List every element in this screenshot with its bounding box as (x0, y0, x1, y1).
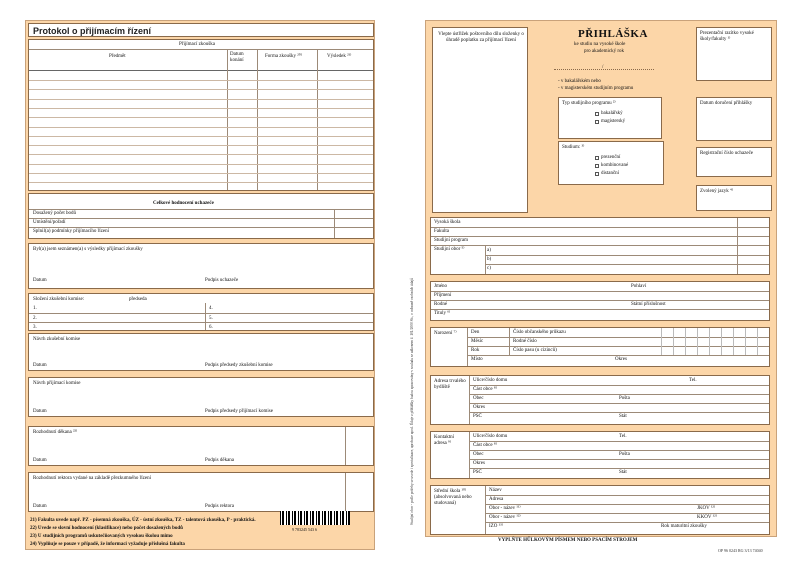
contact-town-label: Obec (473, 452, 484, 457)
exam-row-line (29, 173, 373, 174)
contact-district-label: Okres (473, 461, 485, 466)
contact-section[interactable] (430, 431, 770, 479)
birth-section[interactable] (430, 327, 770, 367)
print-code: OP 96 0243 RG 3/13 74040 (718, 548, 763, 553)
exam-table[interactable] (28, 39, 374, 191)
exam-commission-date-label: Datum (33, 363, 47, 368)
checkbox-combined[interactable] (595, 164, 599, 168)
titles-label: Tituly ⁶⁾ (434, 311, 451, 316)
admission-date-label: Datum (33, 409, 47, 414)
address-post-label: Pošta (619, 396, 630, 401)
bachelor-label: bakalářský (601, 111, 623, 116)
address-town-label: Obec (473, 396, 484, 401)
personal-section[interactable] (430, 281, 770, 321)
exam-row-line (29, 99, 373, 100)
stamp-box[interactable] (432, 27, 528, 213)
address-zip-label: PSČ (473, 414, 482, 419)
subtitle-line-2: pro akademický rok (584, 49, 624, 54)
high-school-label: Střední škola ¹⁰⁾ (absolvovaná nebo studovaná) (434, 489, 472, 506)
contact-street-label: Ulice/číslo domu (473, 434, 508, 439)
checkbox-master[interactable] (595, 120, 599, 124)
gender-label: Pohlaví (631, 284, 647, 289)
contact-part-label: Část obce ⁸⁾ (473, 443, 497, 448)
exam-row-line (29, 127, 373, 128)
exam-row-line (29, 108, 373, 109)
distance-label: distanční (601, 171, 620, 176)
checkbox-full-time[interactable] (595, 156, 599, 160)
admission-proposal-section[interactable] (28, 377, 374, 417)
admission-chair-sign-label: Podpis předsedy přijímací komise (205, 409, 273, 414)
side-legal-text: Studijní obor - podle potřeby se uvede i specializace, aprobace apod. Údaje z přihlášky budou zpracovány v souladu se zákonem č. 101/2000 Sb., o ochraně osobních údajů (410, 278, 414, 525)
dean-sign-label: Podpis děkana (205, 458, 235, 463)
full-time-label: prezenční (601, 155, 621, 160)
barcode-number: 9 783245 543 6 (292, 527, 317, 532)
combined-label: kombinované (601, 163, 629, 168)
program-intro-1: - v bakalářském nebo (558, 79, 601, 84)
exam-commission-proposal-label: Návrh zkušební komise (33, 337, 81, 342)
col-date: Datum konání (230, 52, 244, 63)
address-street-label: Ulice/číslo domu (473, 378, 508, 383)
footnote-2: 22) Uvede se slovní hodnocení (klasifikace) nebo počet dosažených bodů (30, 526, 183, 531)
dean-date-label: Datum (33, 458, 47, 463)
reg-number-box[interactable] (696, 147, 772, 177)
footnote-1: 21) Fakulta uvede např. PZ - písemná zkouška, ÚZ - ústní zkouška, TZ - talentová zkouška, P - praktická. (30, 518, 256, 523)
birth-place-label: Místo (471, 357, 483, 362)
year-separator: / (602, 65, 604, 70)
acquainted-text: Byl(a) jsem seznámen(a) s výsledky přijímací zkoušky (33, 247, 143, 252)
application-page (425, 20, 777, 537)
summary-title: Celkové hodnocení uchazeče (153, 201, 214, 206)
admission-proposal-label: Návrh přijímací komise (33, 381, 81, 386)
address-state-label: Stát (619, 414, 627, 419)
field-b: b) (487, 257, 492, 262)
hs-izo-label: IZO ¹³⁾ (489, 524, 503, 529)
dean-decision-section[interactable] (28, 426, 374, 466)
program-type-label: Typ studijního programu ²⁾ (562, 101, 616, 106)
footnote-3: 23) U studijních programů uskutečňovaných vysokou školou mimo (30, 534, 173, 539)
exam-chair-sign-label: Podpis předsedy zkušební komise (205, 363, 273, 368)
exam-row-line (29, 145, 373, 146)
citizenship-label: Státní příslušnost (631, 302, 666, 307)
reg-number-label: Registrační číslo uchazeče (700, 151, 754, 156)
commission-3: 3. (33, 325, 37, 330)
commission-6: 6. (209, 325, 213, 330)
exam-row-line (29, 154, 373, 155)
commission-chair-label: předseda (129, 297, 147, 302)
contact-tel-label: Tel. (619, 434, 627, 439)
program-type-box[interactable] (558, 97, 662, 139)
rector-decision-label: Rozhodnutí rektora vydané na základě přezkumného řízení (33, 476, 152, 481)
language-box[interactable] (696, 185, 772, 211)
barcode (280, 511, 350, 525)
hs-field-label-1: Obor - název ¹¹⁾ (489, 506, 521, 511)
delivery-date-label: Datum doručení přihlášky (700, 101, 753, 106)
study-form-label: Studium: ³⁾ (562, 145, 585, 150)
program-intro-2: - v magisterském studijním programu (558, 86, 634, 91)
birth-year-label: Rok (471, 348, 480, 353)
address-part-label: Část obce ⁸⁾ (473, 387, 497, 392)
col-subject: Předmět (109, 54, 126, 59)
hs-name-label: Název (489, 488, 502, 493)
birth-district-label: Okres (615, 357, 627, 362)
hs-field-label-2: Obor - název ¹²⁾ (489, 515, 521, 520)
protocol-title: Protokol o přijímacím řízení (33, 26, 152, 36)
checkbox-bachelor[interactable] (595, 112, 599, 116)
summary-section[interactable] (28, 193, 374, 239)
surname-label: Příjmení (434, 293, 452, 298)
study-form-box[interactable] (558, 141, 664, 185)
delivery-date-box[interactable] (696, 97, 772, 141)
stamp-box-text: Vlepte ústřižek poštovního dílu složenky o úhradě poplatku za přijímací řízení (438, 32, 524, 43)
exam-row-line (29, 89, 373, 90)
exam-row-line (29, 136, 373, 137)
birth-name-label: Rodné (434, 302, 448, 307)
commission-2: 2. (33, 316, 37, 321)
acquainted-section[interactable] (28, 243, 374, 289)
acquainted-date-label: Datum (33, 278, 47, 283)
exam-commission-proposal-section[interactable] (28, 333, 374, 371)
dean-decision-label: Rozhodnutí děkana ²²⁾ (33, 430, 78, 435)
commission-4: 4. (209, 306, 213, 311)
language-label: Zvolený jazyk ⁴⁾ (700, 189, 733, 194)
school-label: Vysoká škola (434, 220, 461, 225)
address-tel-label: Tel. (689, 378, 697, 383)
rector-decision-section[interactable] (28, 472, 374, 512)
commission-label: Složení zkušební komise: (33, 297, 85, 302)
address-label: Adresa trvalého bydliště (434, 379, 466, 390)
bottom-note: VYPLŇTE HŮLKOVÝM PÍSMEM NEBO PSACÍM STROJEM (498, 538, 638, 543)
exam-year-label: Rok maturitní zkoušky (661, 524, 707, 529)
col-form: Forma zkoušky ²⁰⁾ (265, 54, 302, 59)
field-c: c) (487, 266, 491, 271)
field-a: a) (487, 248, 491, 253)
exam-row-line (29, 182, 373, 183)
faculty-label: Fakulta (434, 229, 449, 234)
commission-section[interactable] (28, 293, 374, 331)
birth-label: Narození ⁷⁾ (434, 331, 457, 336)
exam-row-line (29, 117, 373, 118)
contact-label: Kontaktní adresa ⁹⁾ (434, 435, 454, 446)
contact-state-label: Stát (619, 470, 627, 475)
school-section[interactable] (430, 217, 770, 275)
jkov-label: JKOV ¹²⁾ (697, 506, 716, 511)
school-stamp-label: Prezentační razítko vysoké školy/fakulty ¹⁾ (700, 31, 754, 42)
high-school-section[interactable] (430, 485, 770, 535)
summary-points: Dosažený počet bodů (33, 211, 77, 216)
applicant-sign-label: Podpis uchazeče (205, 278, 239, 283)
subtitle-line-1: ke studiu na vysoké škole (574, 42, 626, 47)
application-title: PŘIHLÁŠKA (578, 28, 648, 40)
master-label: magisterský (601, 119, 626, 124)
rector-sign-label: Podpis rektora (205, 504, 235, 509)
first-name-label: Jméno (434, 284, 448, 289)
program-label: Studijní program (434, 238, 469, 243)
summary-order: Umístění/pořadí (33, 220, 66, 225)
birth-day-label: Den (471, 330, 480, 335)
school-stamp-box[interactable] (696, 27, 772, 81)
address-section[interactable] (430, 375, 770, 425)
protocol-page (25, 20, 375, 550)
commission-5: 5. (209, 316, 213, 321)
summary-conditions: Splnil(a) podmínky přijímacího řízení (33, 229, 109, 234)
passport-label: Číslo pasu (u cizinců) (513, 348, 557, 353)
kkov-label: KKOV ¹²⁾ (697, 515, 717, 520)
hs-address-label: Adresa (489, 497, 504, 502)
exam-table-title: Přijímací zkouška (179, 42, 215, 47)
exam-row-line (29, 80, 373, 81)
footnote-4: 24) Vyplňuje se pouze v případě, že informaci vyžaduje příslušná fakulta (30, 542, 185, 547)
contact-zip-label: PSČ (473, 470, 482, 475)
protocol-header (28, 23, 374, 37)
col-result: Výsledek ²¹⁾ (327, 54, 352, 59)
birth-number-label: Rodné číslo (513, 339, 537, 344)
exam-row-line (29, 164, 373, 165)
rector-date-label: Datum (33, 504, 47, 509)
id-card-label: Číslo občanského průkazu (513, 330, 566, 335)
checkbox-distance[interactable] (595, 172, 599, 176)
commission-1: 1. (33, 306, 37, 311)
address-district-label: Okres (473, 405, 485, 410)
field-label: Studijní obor ⁵⁾ (434, 247, 465, 252)
birth-month-label: Měsíc (471, 339, 484, 344)
contact-post-label: Pošta (619, 452, 630, 457)
